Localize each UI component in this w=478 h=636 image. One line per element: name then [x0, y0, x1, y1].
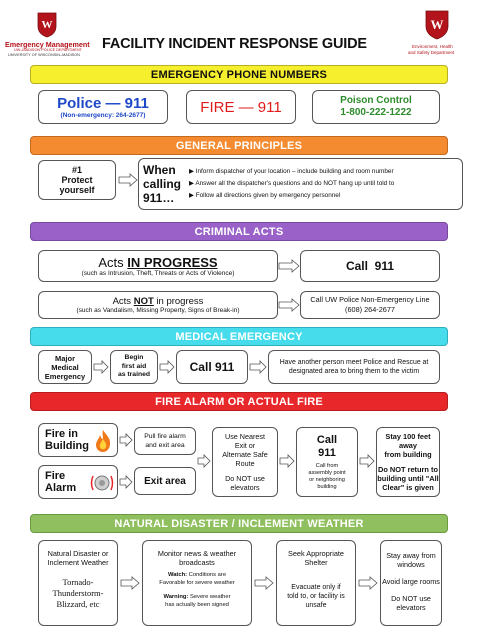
fire-call-line2: 911 [318, 446, 336, 459]
arrow-icon [119, 433, 133, 447]
fire-alarm-line1: Fire [45, 470, 66, 482]
left-dept-sub1: UW–MADISON POLICE DEPARTMENT [14, 48, 83, 52]
aid-line1: Begin [124, 354, 144, 362]
principles-bullet-list [189, 166, 394, 202]
nd-elev-line1: Do NOT use [391, 594, 431, 603]
police-phone-box [38, 90, 168, 124]
banner-criminal-acts: CRIMINAL ACTS [30, 222, 448, 241]
arrow-icon [278, 298, 300, 312]
fire-in-building-label [45, 428, 89, 452]
protect-yourself-box [38, 160, 116, 200]
police-phone-main: Police — 911 [57, 94, 149, 112]
arrow-icon [358, 576, 378, 590]
fire-phone: FIRE — 911 [200, 98, 282, 116]
page-title: FACILITY INCIDENT RESPONSE GUIDE [102, 36, 367, 52]
banner-natural-disaster: NATURAL DISASTER / INCLEMENT WEATHER [30, 514, 448, 533]
fire-in-building-box [38, 423, 118, 457]
meet-line1: Have another person meet Police and Rescue at [279, 359, 429, 366]
medical-call-911: Call 911 [189, 360, 235, 374]
warning-text-line2: has actually been signed [165, 601, 229, 608]
fire-alarm-line2: Alarm [45, 482, 77, 494]
police-phone-sub: (Non-emergency: 264-2677) [60, 111, 146, 119]
call-911-crime: Call 911 [345, 259, 395, 273]
non-emergency-line1: Call UW Police Non-Emergency Line [310, 295, 430, 304]
monitor-news-box [142, 540, 252, 626]
when-line2: calling [143, 177, 182, 191]
right-dept-line2: and Safety Department [408, 50, 455, 55]
protect-line2: Protect [61, 175, 93, 185]
arrow-icon [119, 475, 133, 489]
acts-not-pre: Acts [112, 296, 134, 307]
fire-elev-line2: elevators [230, 483, 260, 492]
call-911-crime-box [300, 250, 440, 282]
list-item: ▶ Answer all the dispatcher's questions and do NOT hang up until told to [189, 180, 395, 187]
warning-label: Warning: [163, 594, 189, 600]
bullet-text: Follow all directions given by emergency personnel [195, 192, 341, 199]
arrow-icon [278, 259, 300, 273]
nd-example1: Tornado- [62, 577, 94, 587]
nearest-exit-box [212, 427, 278, 497]
evac-line1: Evacuate only if [291, 584, 341, 591]
arrow-icon [118, 173, 138, 187]
pull-line2: and exit area [145, 442, 185, 449]
aid-line3: as trained [117, 371, 151, 379]
nd-example2: Thunderstorm- [52, 588, 104, 598]
arrow-icon [159, 360, 175, 374]
windows-line2: windows [397, 560, 425, 569]
protect-line3: yourself [59, 185, 95, 195]
right-dept-line1: Environment, Health [412, 44, 453, 49]
acts-in-progress-box [38, 250, 278, 282]
arrow-icon [93, 360, 109, 374]
nearest-line1: Use Nearest [225, 432, 265, 441]
arrow-icon [279, 454, 295, 468]
watch-text-line1: Conditions are [187, 572, 227, 578]
acts-not-in-progress-title [113, 296, 204, 307]
left-dept-sub2: UNIVERSITY OF WISCONSIN–MADISON [8, 53, 80, 57]
bullet-text: Inform dispatcher of your location – include building and room number [195, 168, 394, 175]
non-emergency-line-box [300, 291, 440, 319]
when-line3: 911… [143, 191, 175, 205]
avoid-rooms: Avoid large rooms [382, 577, 440, 586]
monitor-line1: Monitor news & weather [157, 549, 237, 558]
fire-call-911-box [296, 427, 358, 497]
nd-line1: Natural Disaster or [47, 549, 109, 558]
exit-area-label: Exit area [144, 475, 186, 487]
banner-fire: FIRE ALARM OR ACTUAL FIRE [30, 392, 448, 411]
meet-line2: designated area to bring them to the victim [288, 368, 420, 375]
stay-away-windows-box [380, 540, 442, 626]
fire-alarm-label [45, 470, 76, 494]
fire-phone-box [186, 90, 296, 124]
pull-line1: Pull fire alarm [144, 433, 186, 440]
shelter-line1: Seek Appropriate [288, 549, 344, 558]
shelter-line2: Shelter [304, 558, 328, 567]
acts-in-progress-sub: (such as Intrusion, Theft, Threats or Acts of Violence) [81, 270, 235, 277]
poison-control-box [312, 90, 440, 124]
seek-shelter-box [276, 540, 356, 626]
major-line2: Medical [51, 362, 79, 372]
bullet-text: Answer all the dispatcher's questions and do NOT hang up until told to [195, 180, 395, 187]
first-aid-box [110, 350, 158, 384]
aid-line2: first aid [121, 362, 147, 370]
nd-example3: Blizzard, etc [56, 599, 100, 609]
fire-call-line1: Call [316, 433, 338, 446]
acts-not-in-progress-box [38, 291, 278, 319]
windows-line1: Stay away from [386, 551, 436, 560]
left-dept-name: Emergency Management [5, 40, 90, 49]
pull-alarm-box [134, 427, 196, 455]
arrow-icon [249, 360, 267, 374]
return-line3: Clear" is given [382, 483, 434, 492]
nd-elev-line2: elevators [396, 603, 426, 612]
watch-definition [168, 572, 226, 580]
poison-control-title: Poison Control [340, 95, 412, 106]
svg-text:W: W [430, 17, 444, 32]
banner-emergency-phone-numbers: EMERGENCY PHONE NUMBERS [30, 65, 448, 84]
stay-line1: Stay 100 feet away [385, 432, 431, 450]
arrow-icon [254, 576, 274, 590]
arrow-icon [120, 576, 140, 590]
arrow-icon [197, 454, 211, 468]
stay-away-box [376, 427, 440, 497]
watch-text-line2: Favorable for severe weather [159, 579, 235, 586]
fire-call-sub4: building [317, 483, 337, 490]
list-item: ▶ Follow all directions given by emergency personnel [189, 192, 341, 199]
non-emergency-line2: (608) 264-2677 [345, 305, 395, 314]
acts-in-progress-emphasis: IN PROGRESS [127, 255, 218, 270]
nearest-line4: Route [235, 459, 255, 468]
fire-elev-line1: Do NOT use [225, 474, 265, 483]
fire-in-line1: Fire in [45, 428, 79, 440]
monitor-line2: broadcasts [179, 558, 215, 567]
flame-icon [93, 429, 113, 458]
when-line1: When [143, 163, 176, 177]
meet-rescue-box [268, 350, 440, 384]
arrow-icon [359, 454, 375, 468]
poison-control-number: 1-800-222-1222 [340, 107, 412, 118]
evac-line3: unsafe [305, 602, 327, 609]
warning-definition [163, 594, 230, 602]
list-item: ▶ Inform dispatcher of your location – include building and room number [189, 168, 394, 175]
evac-line2: told to, or facility is [287, 593, 345, 600]
banner-medical-emergency: MEDICAL EMERGENCY [30, 327, 448, 346]
protect-line1: #1 [71, 165, 82, 175]
major-line3: Emergency [44, 371, 86, 381]
major-line1: Major [54, 353, 75, 363]
fire-in-line2: Building [45, 440, 89, 452]
alarm-bell-icon [89, 470, 115, 501]
header [0, 0, 478, 62]
uw-crest-left-icon [37, 12, 57, 38]
when-calling-label [139, 163, 187, 205]
natural-disaster-box [38, 540, 118, 626]
warning-text-line1: Severe weather [188, 594, 231, 600]
svg-text:W: W [41, 19, 53, 31]
fire-alarm-box [38, 465, 118, 499]
when-calling-box [138, 158, 463, 210]
fire-call-sub3: or neighboring [309, 476, 345, 483]
return-line2: building until "All [377, 474, 439, 483]
nd-line2: Inclement Weather [47, 558, 109, 567]
banner-general-principles: GENERAL PRINCIPLES [30, 136, 448, 155]
return-line1: Do NOT return to [378, 465, 438, 474]
major-medical-box [38, 350, 92, 384]
medical-call-911-box [176, 350, 248, 384]
uw-crest-right-icon [425, 10, 449, 40]
acts-not-post: in progress [153, 296, 204, 307]
nearest-line2: Exit or [234, 441, 256, 450]
acts-in-progress-pre: Acts [98, 255, 128, 270]
fire-call-sub1: Call from [315, 462, 339, 469]
exit-area-box [134, 467, 196, 495]
acts-not-emphasis: NOT [133, 296, 154, 307]
acts-not-in-progress-sub: (such as Vandalism, Missing Property, Signs of Break-in) [76, 307, 240, 314]
nearest-line3: Alternate Safe [222, 450, 268, 459]
stay-line2: from building [384, 450, 432, 459]
watch-label: Watch: [167, 572, 188, 578]
acts-in-progress-title [98, 255, 217, 270]
fire-call-sub2: assembly point [308, 469, 346, 476]
